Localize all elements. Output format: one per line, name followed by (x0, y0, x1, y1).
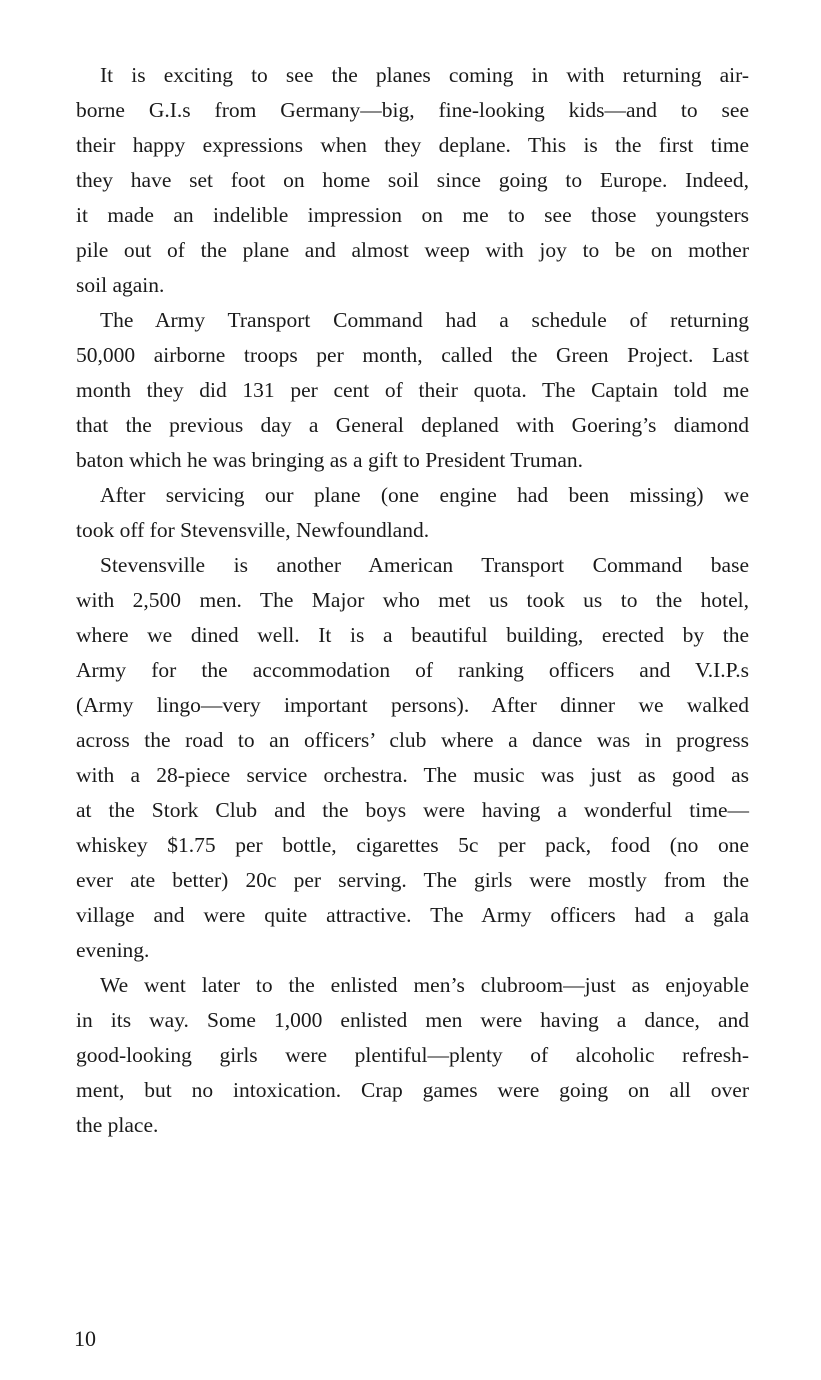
text-line: baton which he was bringing as a gift to President Truman. (76, 448, 583, 472)
text-line: where we dined well. It is a beautiful building, erected by the (76, 623, 749, 647)
text-line: took off for Stevensville, Newfoundland. (76, 518, 430, 542)
text-line: that the previous day a General deplaned with Goering’s diamond (76, 413, 749, 437)
text-line: borne G.I.s from Germany—big, fine-looking kids—and to see (76, 98, 749, 122)
text-line: their happy expressions when they deplane. This is the first time (76, 133, 749, 157)
text-line: evening. (76, 938, 150, 962)
text-line: soil again. (76, 273, 165, 297)
text-line: Stevensville is another American Transport Command base (100, 553, 749, 577)
text-line: Army for the accommodation of ranking officers and V.I.P.s (76, 658, 749, 682)
text-line: the place. (76, 1113, 159, 1137)
paragraph-4 (76, 548, 749, 968)
text-line: The Army Transport Command had a schedule of returning (100, 308, 749, 332)
text-line: across the road to an officers’ club where a dance was in progress (76, 728, 749, 752)
text-line: village and were quite attractive. The Army officers had a gala (76, 903, 749, 927)
text-line: with 2,500 men. The Major who met us took us to the hotel, (76, 588, 749, 612)
text-line: they have set foot on home soil since going to Europe. Indeed, (76, 168, 749, 192)
text-line: with a 28-piece service orchestra. The music was just as good as (76, 763, 749, 787)
text-line: good-looking girls were plentiful—plenty of alcoholic refresh- (76, 1043, 749, 1067)
paragraph-1 (76, 58, 749, 303)
text-line: it made an indelible impression on me to see those youngsters (76, 203, 749, 227)
text-line: We went later to the enlisted men’s clubroom—just as enjoyable (100, 973, 749, 997)
text-line: pile out of the plane and almost weep with joy to be on mother (76, 238, 749, 262)
text-line: at the Stork Club and the boys were having a wonderful time— (76, 798, 749, 822)
text-line: After servicing our plane (one engine had been missing) we (100, 483, 749, 507)
text-line: (Army lingo—very important persons). After dinner we walked (76, 693, 749, 717)
page-number: 10 (74, 1326, 96, 1351)
text-line: 50,000 airborne troops per month, called the Green Project. Last (76, 343, 749, 367)
text-line: in its way. Some 1,000 enlisted men were having a dance, and (76, 1008, 749, 1032)
paragraph-2 (76, 303, 749, 478)
text-line: month they did 131 per cent of their quota. The Captain told me (76, 378, 749, 402)
body-text (76, 58, 749, 1143)
paragraph-5 (76, 968, 749, 1143)
text-line: ever ate better) 20c per serving. The girls were mostly from the (76, 868, 749, 892)
text-line: whiskey $1.75 per bottle, cigarettes 5c per pack, food (no one (76, 833, 749, 857)
paragraph-3 (76, 478, 749, 548)
text-line: ment, but no intoxication. Crap games were going on all over (76, 1078, 749, 1102)
text-line: It is exciting to see the planes coming in with returning air- (100, 63, 749, 87)
